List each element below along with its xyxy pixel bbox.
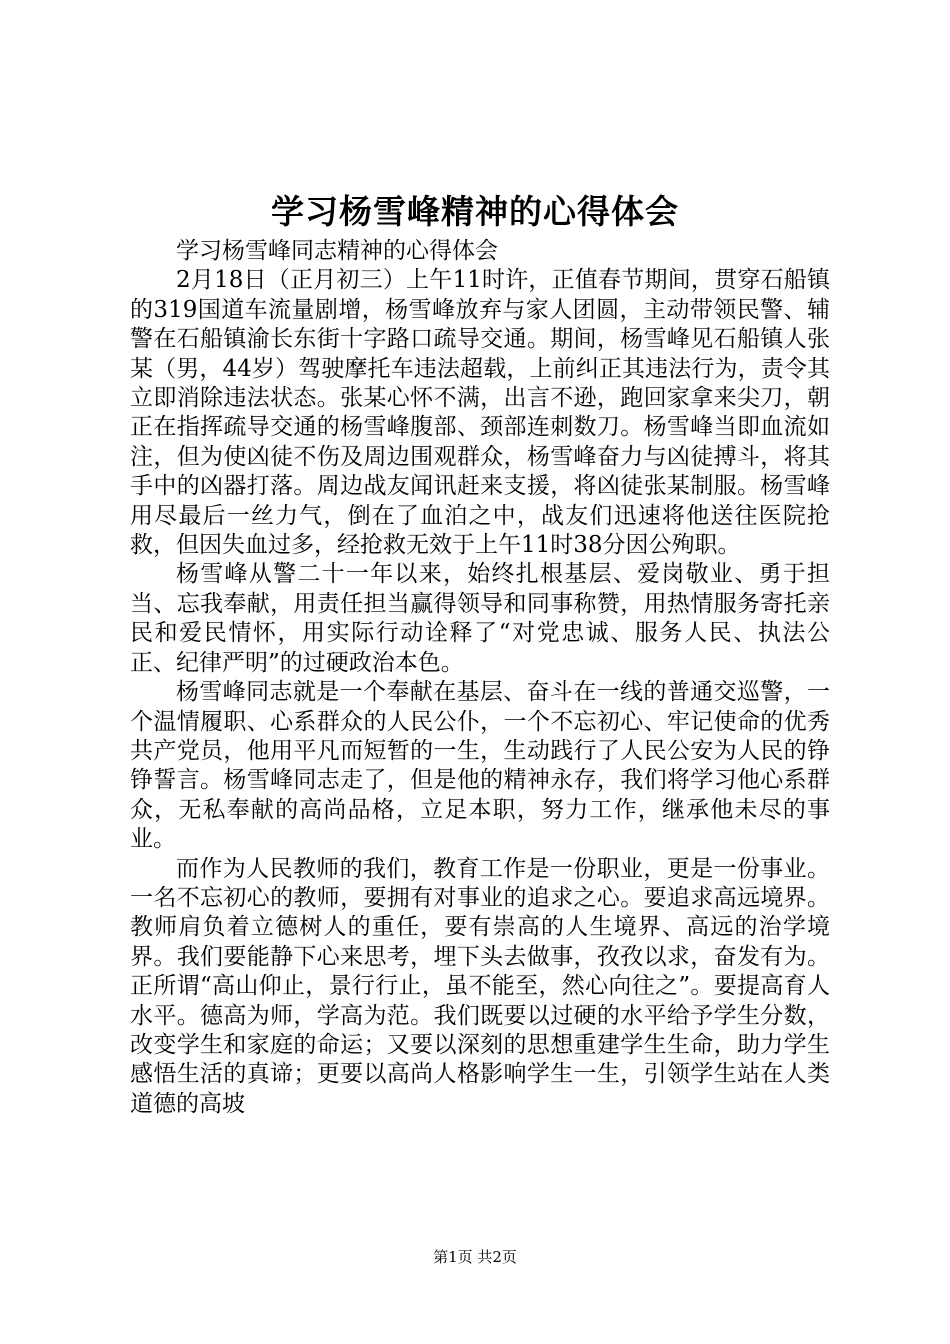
paragraph-teacher: 而作为人民教师的我们，教育工作是一份职业，更是一份事业。一名不忘初心的教师，要拥有对事业的追求之心。要追求高远境界。教师肩负着立德树人的重任，要有崇高的人生境界、高远的治学境界。我们要能静下心来思考，埋下头去做事，孜孜以求，奋发有为。正所谓“高山仰止，景行行止，虽不能至，然心向往之”。要提高育人水平。德高为师，学高为范。我们既要以过硬的水平给予学生分数，改变学生和家庭的命运；又要以深刻的思想重建学生生命，助力学生感悟生活的真谛；更要以高尚人格影响学生一生，引领学生站在人类道德的高坡	[130, 855, 830, 1117]
paragraph-incident: 2月18日（正月初三）上午11时许，正值春节期间，贯穿石船镇的319国道车流量剧增，杨雪峰放弃与家人团圆，主动带领民警、辅警在石船镇渝长东街十字路口疏导交通。期间，杨雪峰见石船镇人张某（男，44岁）驾驶摩托车违法超载，上前纠正其违法行为，责令其立即消除违法状态。张某心怀不满，出言不逊，跑回家拿来尖刀，朝正在指挥疏导交通的杨雪峰腹部、颈部连刺数刀。杨雪峰当即血流如注，但为使凶徒不伤及周边围观群众，杨雪峰奋力与凶徒搏斗，将其手中的凶器打落。周边战友闻讯赶来支援，将凶徒张某制服。杨雪峰用尽最后一丝力气，倒在了血泊之中，战友们迅速将他送往医院抢救，但因失血过多，经抢救无效于上午11时38分因公殉职。	[130, 267, 830, 559]
page-number-footer: 第1页 共2页	[433, 1248, 517, 1266]
paragraph-spirit: 杨雪峰同志就是一个奉献在基层、奋斗在一线的普通交巡警，一个温情履职、心系群众的人民公仆，一个不忘初心、牢记使命的优秀共产党员，他用平凡而短暂的一生，生动践行了人民公安为人民的铮铮誓言。杨雪峰同志走了，但是他的精神永存，我们将学习他心系群众，无私奉献的高尚品格，立足本职，努力工作，继承他未尽的事业。	[130, 679, 830, 853]
document-title: 学习杨雪峰精神的心得体会	[271, 192, 679, 231]
paragraph-career: 杨雪峰从警二十一年以来，始终扎根基层、爱岗敬业、勇于担当、忘我奉献，用责任担当赢得领导和同事称赞，用热情服务寄托亲民和爱民情怀，用实际行动诠释了“对党忠诚、服务人民、执法公正、纪律严明”的过硬政治本色。	[130, 561, 830, 676]
document-subtitle: 学习杨雪峰同志精神的心得体会	[176, 238, 498, 264]
document-body	[130, 237, 830, 1119]
